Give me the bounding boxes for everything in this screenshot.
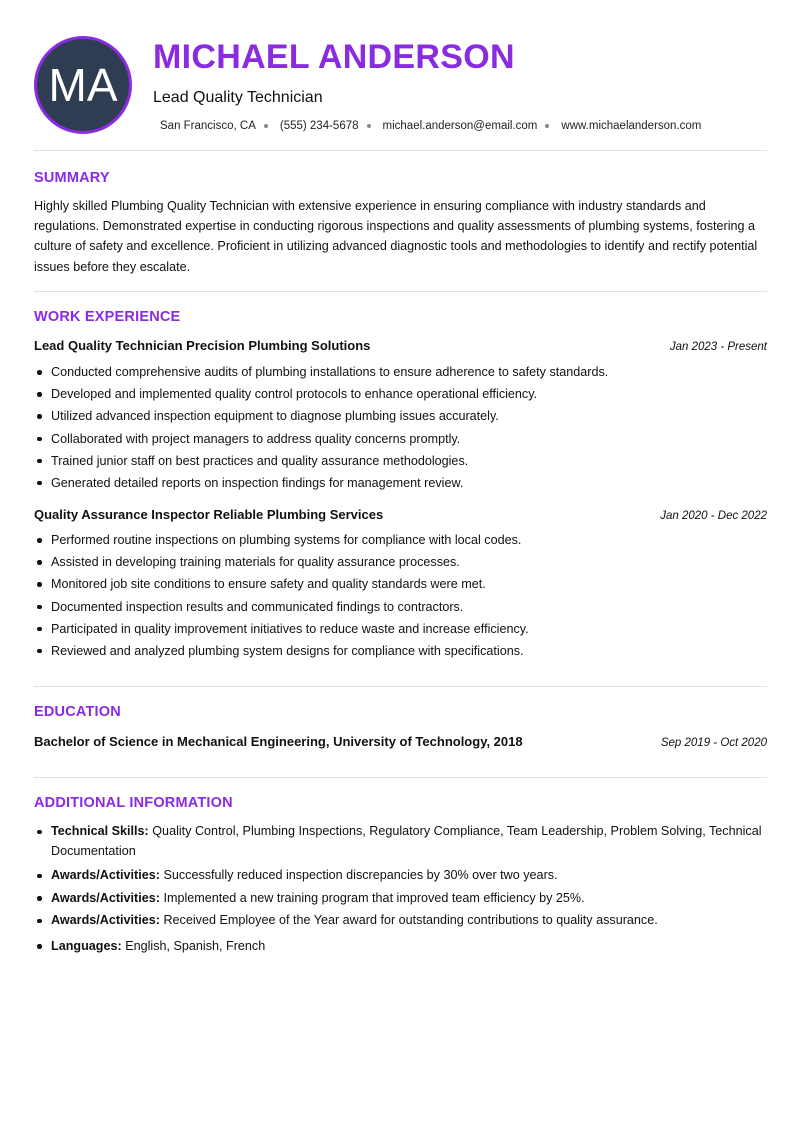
list-item: Participated in quality improvement initiatives to reduce waste and increase efficiency. — [34, 618, 767, 640]
separator-dot-icon — [367, 124, 371, 128]
additional-list — [34, 822, 767, 956]
divider — [34, 686, 767, 687]
item-text: Quality Control, Plumbing Inspections, Regulatory Compliance, Team Leadership, Problem Solving, Technical Documentation — [51, 824, 762, 858]
separator-dot-icon — [264, 124, 268, 128]
list-item — [34, 937, 767, 957]
divider — [34, 291, 767, 292]
item-text: English, Spanish, French — [125, 938, 266, 953]
list-item — [34, 822, 767, 861]
job-role: Quality Assurance Inspector Reliable Plumbing Services — [34, 507, 384, 522]
list-item — [34, 866, 767, 886]
separator-dot-icon — [545, 124, 549, 128]
list-item: Utilized advanced inspection equipment to diagnose plumbing issues accurately. — [34, 405, 767, 427]
job-bullet-list — [34, 361, 767, 494]
list-item: Conducted comprehensive audits of plumbing installations to ensure adherence to safety standards. — [34, 361, 767, 383]
item-label: Awards/Activities: — [51, 913, 160, 927]
list-item: Reviewed and analyzed plumbing system designs for compliance with specifications. — [34, 640, 767, 662]
education-dates: Sep 2019 - Oct 2020 — [660, 737, 767, 749]
education-degree: Bachelor of Science in Mechanical Engineering, University of Technology, 2018 — [34, 734, 523, 749]
contact-phone[interactable]: (555) 234-5678 — [279, 120, 359, 132]
list-item: Assisted in developing training materials for quality assurance processes. — [34, 551, 767, 573]
contact-location: San Francisco, CA — [160, 120, 256, 132]
item-text: Implemented a new training program that improved team efficiency by 25%. — [163, 890, 585, 905]
contact-email[interactable]: michael.anderson@email.com — [382, 120, 538, 132]
list-item — [34, 911, 767, 931]
item-text: Received Employee of the Year award for outstanding contributions to quality assurance. — [163, 913, 658, 927]
list-item: Monitored job site conditions to ensure safety and quality standards were met. — [34, 573, 767, 595]
list-item — [34, 889, 767, 909]
education-heading: EDUCATION — [34, 704, 121, 720]
summary-heading: SUMMARY — [34, 170, 110, 186]
additional-heading: ADDITIONAL INFORMATION — [34, 795, 233, 811]
avatar — [34, 36, 132, 134]
divider — [34, 150, 767, 151]
list-item: Documented inspection results and communicated findings to contractors. — [34, 596, 767, 618]
experience-heading: WORK EXPERIENCE — [34, 309, 181, 325]
list-item: Collaborated with project managers to address quality concerns promptly. — [34, 428, 767, 450]
contact-row — [160, 120, 701, 132]
education-entry — [34, 734, 767, 749]
item-text: Successfully reduced inspection discrepancies by 30% over two years. — [163, 868, 558, 882]
list-item: Performed routine inspections on plumbing systems for compliance with local codes. — [34, 529, 767, 551]
job-role: Lead Quality Technician Precision Plumbing Solutions — [34, 338, 371, 353]
job-dates: Jan 2020 - Dec 2022 — [660, 510, 767, 522]
avatar-initials: MA — [48, 59, 118, 111]
candidate-name: MICHAEL ANDERSON — [153, 38, 515, 76]
job-header — [34, 338, 767, 353]
summary-text: Highly skilled Plumbing Quality Technician with extensive experience in ensuring compliance with industry standards and regulations. Demonstrated expertise in conducting rigorous inspections and quality assessments of plumbing systems, fostering a culture of safety and excellence. Proficient in utilizing advanced diagnostic tools and methodologies to identify and rectify potential issues before they escalate. — [34, 199, 758, 274]
divider — [34, 777, 767, 778]
item-label: Technical Skills: — [51, 824, 149, 838]
item-label: Languages: — [51, 938, 122, 953]
job-dates: Jan 2023 - Present — [669, 341, 767, 353]
list-item: Developed and implemented quality control protocols to enhance operational efficiency. — [34, 383, 767, 405]
item-label: Awards/Activities: — [51, 868, 160, 882]
item-label: Awards/Activities: — [51, 890, 160, 905]
candidate-title: Lead Quality Technician — [153, 89, 323, 106]
job-header — [34, 507, 767, 522]
contact-website[interactable]: www.michaelanderson.com — [561, 120, 702, 132]
list-item: Generated detailed reports on inspection findings for management review. — [34, 472, 767, 494]
job-bullet-list — [34, 529, 767, 662]
list-item: Trained junior staff on best practices and quality assurance methodologies. — [34, 450, 767, 472]
